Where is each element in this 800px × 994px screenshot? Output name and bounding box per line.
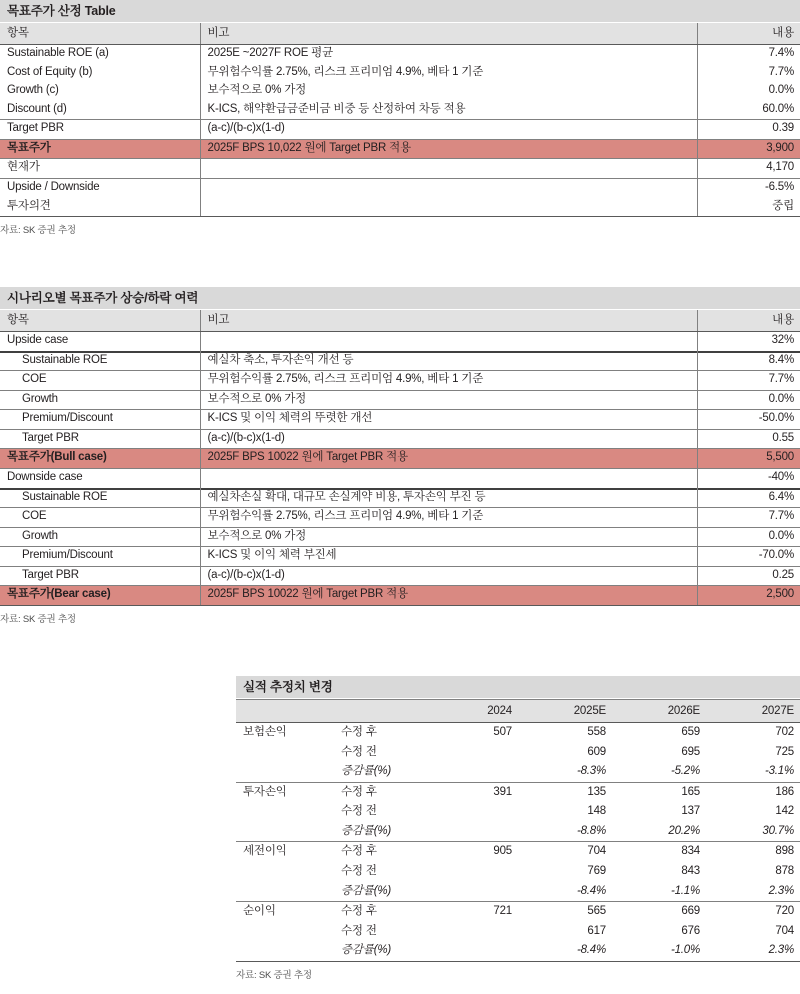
table-header-row [236,700,800,723]
row-note: 무위험수익률 2.75%, 리스크 프리미엄 4.9%, 베타 1 기준 [200,508,697,528]
column-header-group [236,700,334,723]
row-note: 2025F BPS 10022 원에 Target PBR 적용 [200,449,697,469]
table-source-scenario: 자료: SK 증권 추정 [0,613,76,625]
row-note [200,178,697,197]
row-group-label [236,941,334,961]
table-row [0,527,800,547]
row-value: -3.1% [764,765,794,778]
row-label: Upside / Downside [0,178,200,197]
table-row [0,566,800,586]
table-estimates [236,699,800,961]
row-group-label: 투자손익 [236,782,334,802]
row-value: 0.0% [697,82,800,101]
row-group-label [236,862,334,882]
row-value: 843 [681,864,700,877]
row-group-label [236,882,334,902]
row-value: 878 [775,864,794,877]
row-value: 2.3% [768,884,794,897]
table-header-row [0,310,800,332]
row-label: Premium/Discount [0,410,200,430]
row-metric-label: 수정 전 [341,745,377,758]
row-label: Sustainable ROE (a) [7,47,109,60]
row-value: 905 [424,842,518,862]
row-group-label [236,743,334,763]
row-label: Upside case [0,332,200,352]
row-group-label: 순이익 [236,902,334,922]
row-note: 2025F BPS 10022 원에 Target PBR 적용 [200,586,697,606]
row-note: 2025F BPS 10,022 원에 Target PBR 적용 [200,139,697,159]
table-row [236,882,800,902]
row-note: (a-c)/(b-c)x(1-d) [200,120,697,140]
table-row [236,782,800,802]
table-row [0,410,800,430]
row-note [200,159,697,179]
row-group-label [236,822,334,842]
row-value: 6.4% [697,488,800,508]
row-metric-label: 증감률(%) [341,884,392,897]
row-value: 695 [681,745,700,758]
column-header-value: 내용 [697,23,800,45]
row-value: 0.0% [697,390,800,410]
row-metric-label: 증감률(%) [341,824,392,837]
row-label: Cost of Equity (b) [7,65,93,78]
row-metric-label: 수정 후 [334,842,424,862]
table-row [0,468,800,488]
table-row [0,45,800,64]
row-value: 4,170 [697,159,800,179]
table-row [0,449,800,469]
table-block-estimates [236,676,800,981]
row-value: -1.0% [612,941,706,961]
row-value: 676 [681,924,700,937]
row-note [200,468,697,488]
row-label: COE [0,508,200,528]
row-label: Target PBR [0,429,200,449]
row-value: 7.7% [697,64,800,83]
row-value: -1.1% [670,884,700,897]
row-label: Sustainable ROE [0,488,200,508]
row-value: 720 [706,902,800,922]
row-value: 834 [612,842,706,862]
row-note: (a-c)/(b-c)x(1-d) [200,566,697,586]
table-scenario [0,310,800,605]
table-source-estimates: 자료: SK 증권 추정 [236,969,312,981]
column-header-2025e: 2025E [518,700,612,723]
row-value: -8.3% [576,765,606,778]
row-group-label [236,922,334,942]
table-title-estimates: 실적 추정치 변경 [236,676,800,699]
row-value: 2.3% [706,941,800,961]
column-header-metric [334,700,424,723]
row-value: 704 [775,924,794,937]
row-value: 0.39 [697,120,800,140]
row-note: 예실차 축소, 투자손익 개선 등 [200,351,697,371]
row-note: K-ICS 및 이익 체력 부진세 [200,547,697,567]
table-body-estimates [236,723,800,961]
table-row [0,139,800,159]
row-value: 558 [587,726,606,739]
row-note: 보수적으로 0% 가정 [200,527,697,547]
row-value [424,762,518,782]
row-value: 32% [697,332,800,352]
row-note: 예실차손실 확대, 대규모 손실계약 비용, 투자손익 부진 등 [200,488,697,508]
row-value: 0.0% [697,527,800,547]
table-row [236,922,800,942]
row-value: 5,500 [697,449,800,469]
row-group-label [236,802,334,822]
table-row [0,101,800,120]
row-value: -50.0% [697,410,800,430]
row-value [424,743,518,763]
row-value: 137 [681,805,700,818]
table-row [0,547,800,567]
table-row [0,178,800,197]
row-value: 769 [587,864,606,877]
row-label: Premium/Discount [0,547,200,567]
row-metric-label: 수정 전 [341,924,377,937]
table-row [236,842,800,862]
table-body-scenario [0,332,800,605]
table-row [236,941,800,961]
table-block-target-price [0,0,800,236]
row-value: 60.0% [697,101,800,120]
column-header-item: 항목 [0,23,200,45]
row-value: 659 [681,726,700,739]
table-title-scenario: 시나리오별 목표주가 상승/하락 여력 [0,287,800,310]
table-row [0,586,800,606]
table-row [236,723,800,743]
row-metric-label: 수정 후 [334,902,424,922]
row-value: 704 [518,842,612,862]
row-value: 669 [612,902,706,922]
row-value: 0.55 [697,429,800,449]
row-label: Growth [0,390,200,410]
row-label: COE [0,371,200,391]
column-header-note: 비고 [200,23,697,45]
row-value: 165 [612,782,706,802]
table-row [236,743,800,763]
row-value: 391 [424,782,518,802]
table-body-target-price [0,45,800,217]
table-target-price [0,23,800,217]
row-note [200,332,697,352]
row-value: 617 [587,924,606,937]
row-label: Downside case [0,468,200,488]
row-value: 30.7% [762,824,794,837]
row-label: 목표주가(Bear case) [0,586,200,606]
row-value: -6.5% [697,178,800,197]
table-row [236,862,800,882]
row-value: 7.7% [697,371,800,391]
table-header-row [0,23,800,45]
row-group-label [236,762,334,782]
row-value: -40% [697,468,800,488]
row-label: 목표주가 [0,139,200,159]
table-row [236,902,800,922]
row-note: K-ICS 및 이익 체력의 뚜렷한 개선 [200,410,697,430]
column-header-2027e: 2027E [706,700,800,723]
row-value: 721 [424,902,518,922]
table-row [236,762,800,782]
row-label: Growth (c) [7,84,59,97]
row-value [424,922,518,942]
table-row [236,822,800,842]
table-row [0,198,800,217]
row-value [424,882,518,902]
table-row [0,488,800,508]
row-value: -8.4% [576,884,606,897]
row-label: 현재가 [0,159,200,179]
row-note: (a-c)/(b-c)x(1-d) [200,429,697,449]
row-label: Target PBR [0,120,200,140]
row-value [424,822,518,842]
row-metric-label: 수정 후 [334,782,424,802]
row-value: -8.8% [576,824,606,837]
row-value: 702 [775,726,794,739]
row-value: 20.2% [668,824,700,837]
table-row [0,371,800,391]
row-value: 725 [775,745,794,758]
table-row [0,508,800,528]
row-label: 목표주가(Bull case) [0,449,200,469]
row-note: 보수적으로 0% 가정 [200,390,697,410]
table-row [0,64,800,83]
row-value: 3,900 [697,139,800,159]
row-value: 7.4% [697,45,800,64]
column-header-note: 비고 [200,310,697,332]
row-metric-label: 수정 후 [341,726,377,739]
row-note [200,198,697,217]
row-value: 148 [587,805,606,818]
column-header-2026e: 2026E [612,700,706,723]
row-note: 보수적으로 0% 가정 [200,82,697,101]
row-note: 무위험수익률 2.75%, 리스크 프리미엄 4.9%, 베타 1 기준 [200,64,697,83]
table-title-target-price: 목표주가 산정 Table [0,0,800,23]
column-header-2024: 2024 [424,700,518,723]
row-value: 중립 [697,198,800,217]
row-value: -5.2% [670,765,700,778]
table-row [0,390,800,410]
row-value [424,941,518,961]
table-row [0,429,800,449]
row-value: 2,500 [697,586,800,606]
row-metric-label: 수정 전 [341,805,377,818]
row-value: 898 [706,842,800,862]
row-group-label: 세전이익 [236,842,334,862]
row-label: 투자의견 [0,198,200,217]
table-source-target-price: 자료: SK 증권 추정 [0,225,76,237]
row-metric-label: 증감률(%) [341,765,392,778]
row-value: -8.4% [518,941,612,961]
row-metric-label: 수정 전 [341,864,377,877]
row-label: Sustainable ROE [0,351,200,371]
row-group-label: 보험손익 [243,726,287,739]
row-value [424,862,518,882]
table-row [236,802,800,822]
row-value: 186 [706,782,800,802]
row-label: Target PBR [0,566,200,586]
table-row [0,82,800,101]
row-note: K-ICS, 해약환급금준비금 비중 등 산정하여 차등 적용 [200,101,697,120]
table-row [0,351,800,371]
row-note: 무위험수익률 2.75%, 리스크 프리미엄 4.9%, 베타 1 기준 [200,371,697,391]
row-value: 142 [775,805,794,818]
row-label: Growth [0,527,200,547]
row-value: 7.7% [697,508,800,528]
row-note: 2025E ~2027F ROE 평균 [200,45,697,64]
column-header-item: 항목 [0,310,200,332]
row-label: Discount (d) [7,102,67,115]
row-value: 609 [587,745,606,758]
row-value: 0.25 [697,566,800,586]
row-value: 507 [493,726,512,739]
table-row [0,332,800,352]
row-value: 8.4% [697,351,800,371]
column-header-value: 내용 [697,310,800,332]
row-value: 135 [518,782,612,802]
table-row [0,159,800,179]
table-row [0,120,800,140]
row-value [424,802,518,822]
row-metric-label: 증감률(%) [334,941,424,961]
table-block-scenario [0,287,800,625]
row-value: 565 [518,902,612,922]
row-value: -70.0% [697,547,800,567]
